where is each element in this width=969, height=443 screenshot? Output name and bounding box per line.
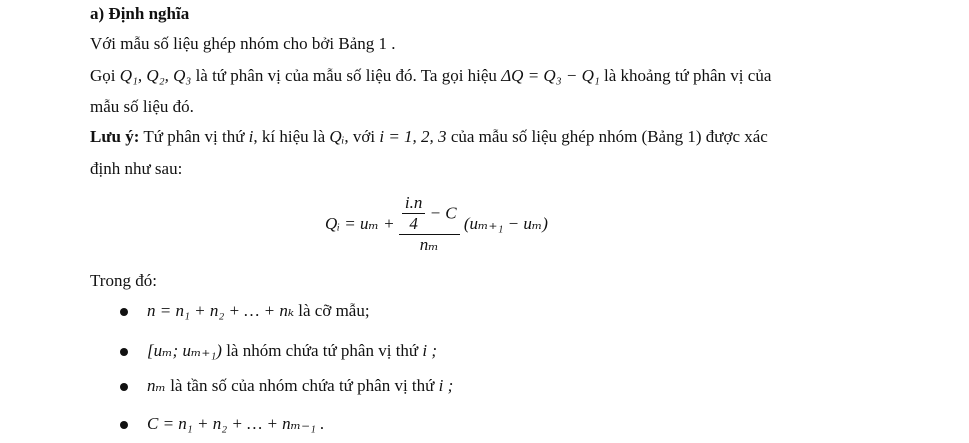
note-text-3: , với — [344, 127, 376, 146]
bullet-dot-icon — [120, 348, 128, 356]
intro-prefix: Gọi — [90, 66, 116, 85]
bullet-dot-icon — [120, 308, 128, 316]
var-qi: Qᵢ — [329, 127, 345, 146]
formula-numerator — [399, 193, 460, 235]
formula-fraction — [399, 193, 460, 255]
inner-denominator: 4 — [409, 214, 418, 233]
where-label: Trong đó: — [90, 271, 157, 290]
bullet-3-text: là tần số của nhóm chứa tứ phân vị thứ — [170, 376, 435, 395]
bullet-1-math: n = n₁ + n₂ + … + nₖ — [147, 301, 295, 320]
bullet-3-tail: i ; — [438, 376, 454, 395]
bullet-item-3 — [147, 375, 453, 397]
intro-mid-text: là tứ phân vị của mẫu số liệu đó. Ta gọi hiệu — [195, 66, 497, 85]
formula-lhs: Qᵢ = uₘ + — [325, 214, 395, 233]
intro-line-3: mẫu số liệu đó. — [90, 97, 194, 116]
bullet-dot-icon — [120, 421, 128, 429]
bullet-item-2 — [147, 340, 437, 362]
bullet-2-text: là nhóm chứa tứ phân vị thứ — [226, 341, 419, 360]
index-condition: i = 1, 2, 3 — [379, 127, 447, 146]
intro-suffix: là khoảng tứ phân vị của — [604, 66, 772, 85]
intro-line-1: Với mẫu số liệu ghép nhóm cho bởi Bảng 1 . — [90, 34, 396, 53]
formula-denominator: nₘ — [419, 235, 439, 254]
var-i: i — [248, 127, 254, 146]
bullet-2-tail: i ; — [422, 341, 438, 360]
note-label: Lưu ý: — [90, 127, 140, 146]
bullet-dot-icon — [120, 383, 128, 391]
bullet-3-math: nₘ — [147, 376, 166, 395]
note-line-2: định như sau: — [90, 159, 183, 178]
note-text-1: Tứ phân vị thứ — [143, 127, 245, 146]
quartile-vars: Q₁, Q₂, Q₃ — [119, 66, 192, 85]
note-text-4: của mẫu số liệu ghép nhóm (Bảng 1) được xác — [450, 127, 768, 146]
formula-inner-fraction — [402, 193, 425, 234]
bullet-item-1 — [147, 300, 370, 322]
bullet-4-math: C = n₁ + n₂ + … + nₘ₋₁ . — [147, 414, 325, 433]
inner-numerator: i.n — [402, 193, 425, 214]
note-text-2: , kí hiệu là — [253, 127, 326, 146]
intro-line-2 — [90, 65, 771, 87]
bullet-1-text: là cỡ mẫu; — [298, 301, 370, 320]
note-line-1 — [90, 126, 768, 148]
bullet-2-math: [uₘ; uₘ₊₁) — [147, 341, 222, 360]
section-heading: a) Định nghĩa — [90, 4, 190, 23]
iqr-formula: ΔQ = Q₃ − Q₁ — [501, 66, 600, 85]
formula-tail: (uₘ₊₁ − uₘ) — [463, 214, 548, 233]
numerator-minus-c: − C — [429, 203, 457, 223]
quartile-formula — [325, 193, 548, 255]
bullet-item-4 — [147, 413, 324, 435]
